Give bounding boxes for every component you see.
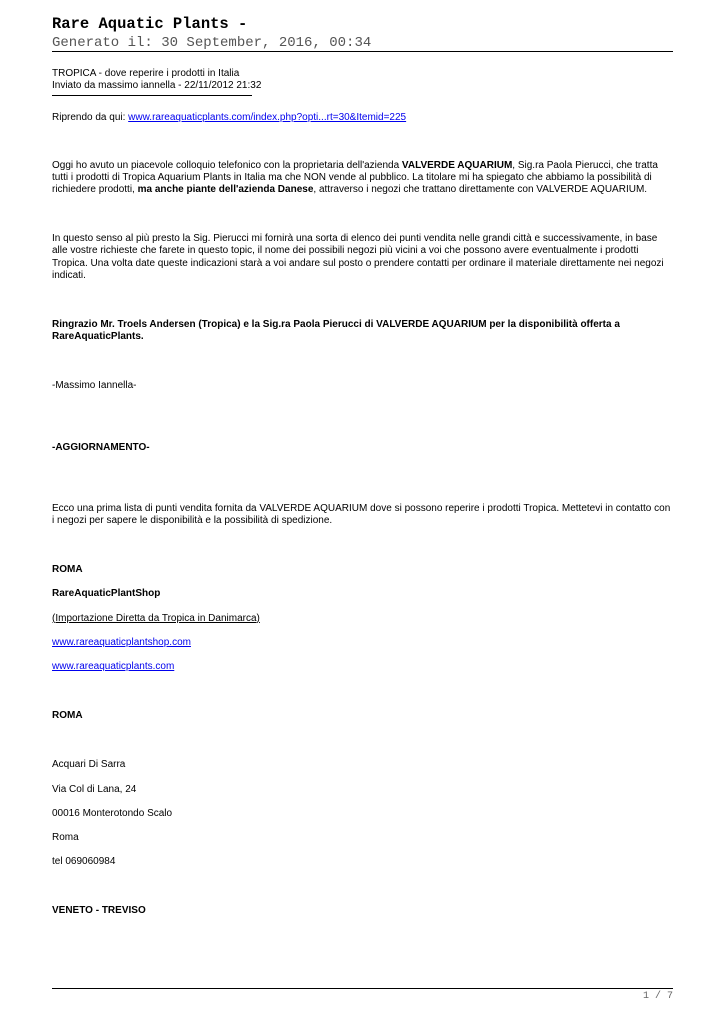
source-line [52,112,673,124]
page-number: 1 / 7 [642,991,673,1002]
shop-link-line-1 [52,637,673,649]
company-name-bold: VALVERDE AQUARIUM [401,159,513,171]
city-heading-veneto-treviso: VENETO - TREVISO [52,905,146,917]
shop-import-note: (Importazione Diretta da Tropica in Danimarca) [52,612,260,624]
shop-phone: tel 069060984 [52,856,116,868]
thanks-paragraph: Ringrazio Mr. Troels Andersen (Tropica) e la Sig.ra Paola Pierucci di VALVERDE AQUARIUM per la disponibilità offerta a RareAquaticPlants. [52,319,620,343]
city-heading-roma-1: ROMA [52,564,83,576]
update-paragraph: Ecco una prima lista di punti vendita fornita da VALVERDE AQUARIUM dove si possono reperire i prodotti Tropica. Mettetevi in contatto con i negozi per sapere le disponibilità e la possibilità di spedizione. [52,502,671,527]
paragraph-intro-text-e: , attraverso i negozi che trattano direttamente con VALVERDE AQUARIUM. [313,184,648,196]
danish-plants-bold: ma anche piante dell'azienda Danese [137,184,314,196]
document-header [52,14,673,52]
shop-link-rareaquaticplantshop[interactable]: www.rareaquaticplantshop.com [52,636,191,648]
shop-name-rareaquaticplantshop: RareAquaticPlantShop [52,588,161,600]
signature: -Massimo Iannella- [52,380,137,392]
header-divider [52,51,673,52]
paragraph-intro [52,160,673,197]
shop-link-line-2 [52,661,673,673]
shop-link-rareaquaticplants[interactable]: www.rareaquaticplants.com [52,661,175,673]
shop-city: Roma [52,832,79,844]
article-title: TROPICA - dove reperire i prodotti in Italia [52,68,240,79]
article-body [52,68,673,918]
paragraph-intro-text-c: , Sig.ra Paola Pierucci, che tratta tutti i prodotti di Tropica Aquarium Plants in Italia ma che NON vende al pubblico. La titolare mi ha spiegato che abbiamo la possibilità di richiedere prodotti, [52,159,658,196]
shop-zip-town: 00016 Monterotondo Scalo [52,807,173,819]
city-heading-roma-2: ROMA [52,710,83,722]
paragraph-shops: In questo senso al più presto la Sig. Pierucci mi fornirà una sorta di elenco dei punti vendita nelle grandi città e successivamente, in base alle vostre richieste che farete in questo topic, il nome dei possibili negozi più vicini a voi che possono avere eventualmente i prodotti Tropica. Una volta date queste indicazioni starà a voi andare sul posto o prendere contatti per ordinare il materiale direttamente nei negozi indicati. [52,233,664,281]
update-heading: -AGGIORNAMENTO- [52,441,150,453]
source-link[interactable]: www.rareaquaticplants.com/index.php?opti...rt=30&Itemid=225 [128,112,407,124]
shop-name-acquari-di-sarra: Acquari Di Sarra [52,759,126,771]
source-prefix: Riprendo da qui: [52,112,129,124]
shop-street: Via Col di Lana, 24 [52,783,137,795]
title-divider [52,95,252,96]
site-title: Rare Aquatic Plants - [52,15,248,33]
footer-divider [52,988,673,989]
generated-date: Generato il: 30 September, 2016, 00:34 [52,35,372,51]
article-byline: Inviato da massimo iannella - 22/11/2012 21:32 [52,80,262,92]
paragraph-intro-text-a: Oggi ho avuto un piacevole colloquio telefonico con la proprietaria dell'azienda [52,159,402,171]
